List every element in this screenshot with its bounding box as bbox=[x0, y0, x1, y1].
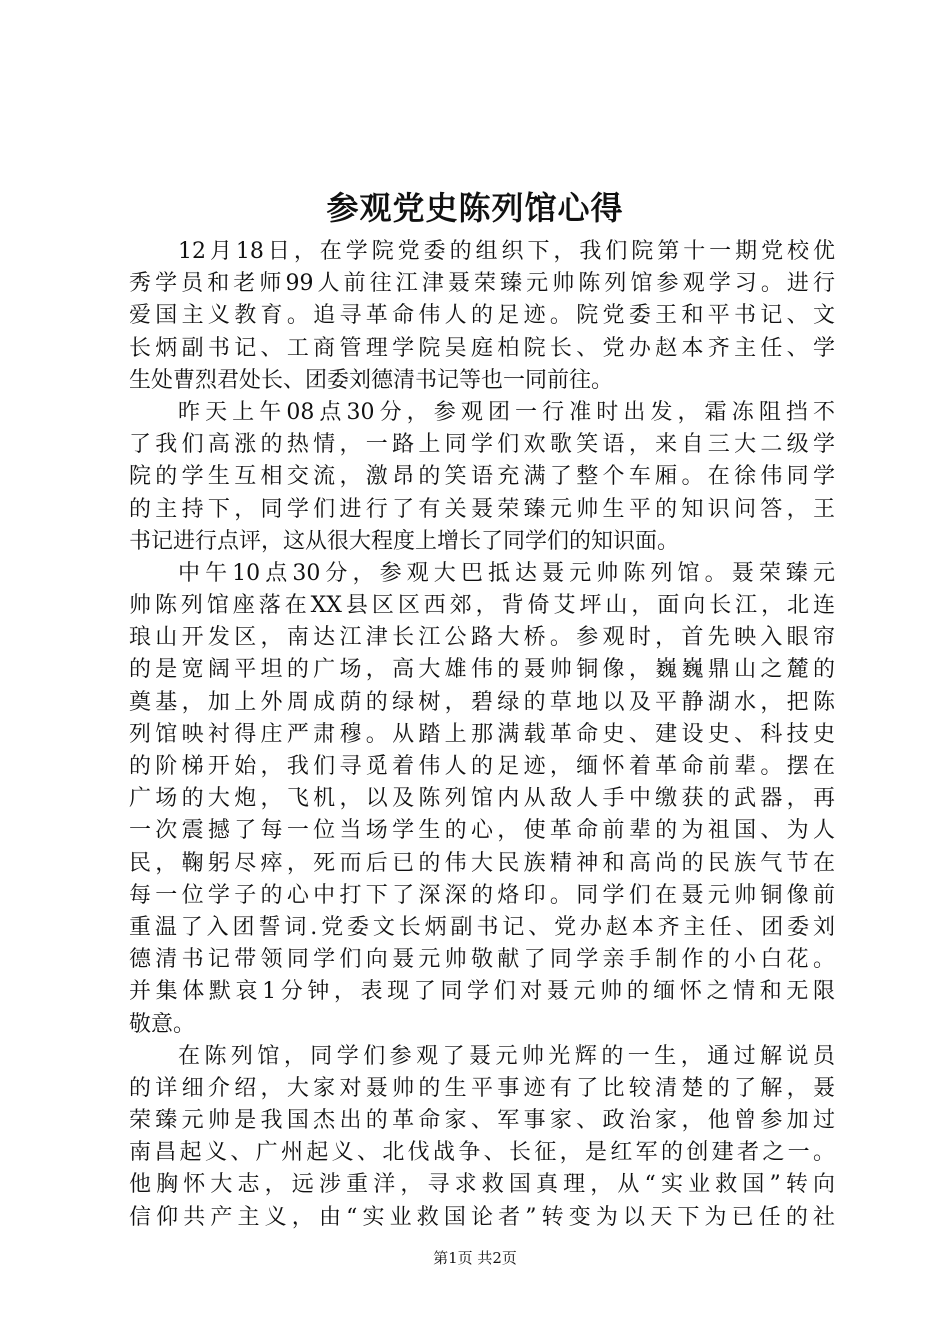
paragraph-line: 的阶梯开始，我们寻觅着伟人的足迹，缅怀着革命前辈。摆在 bbox=[129, 754, 835, 779]
paragraph-line: 爱国主义教育。追寻革命伟人的足迹。院党委王和平书记、文 bbox=[129, 303, 835, 329]
paragraph-line: 的主持下，同学们进行了有关聂荣臻元帅生平的知识问答，王 bbox=[129, 496, 835, 522]
body-paragraph bbox=[129, 236, 835, 397]
paragraph-line: 生处曹烈君处长、团委刘德清书记等也一同前往。 bbox=[129, 367, 614, 393]
paragraph-line: 帅陈列馆座落在XX县区区西郊，背倚艾坪山，面向长江，北连 bbox=[129, 593, 835, 619]
paragraph-line: 广场的大炮，飞机，以及陈列馆内从敌人手中缴获的武器，再 bbox=[129, 786, 835, 812]
paragraph-line: 奠基，加上外周成荫的绿树，碧绿的草地以及平静湖水，把陈 bbox=[129, 689, 835, 715]
document-title: 参观党史陈列馆心得 bbox=[326, 189, 624, 227]
paragraph-line: 荣臻元帅是我国杰出的革命家、军事家、政治家，他曾参加过 bbox=[129, 1108, 835, 1134]
page-footer: 第1页 共2页 bbox=[433, 1249, 517, 1267]
paragraph-line: 书记进行点评，这从很大程度上增长了同学们的知识面。 bbox=[129, 528, 680, 554]
paragraph-line: 每一位学子的心中打下了深深的烙印。同学们在聂元帅铜像前 bbox=[129, 882, 835, 908]
body-paragraph bbox=[129, 558, 835, 1041]
paragraph-line: 院的学生互相交流，激昂的笑语充满了整个车厢。在徐伟同学 bbox=[129, 464, 835, 490]
paragraph-line: 的详细介绍，大家对聂帅的生平事迹有了比较清楚的了解，聂 bbox=[129, 1075, 835, 1101]
paragraph-line: 的是宽阔平坦的广场，高大雄伟的聂帅铜像，巍巍鼎山之麓的 bbox=[129, 657, 835, 683]
paragraph-line: 一次震撼了每一位当场学生的心，使革命前辈的为祖国、为人 bbox=[129, 818, 835, 844]
paragraph-line: 秀学员和老师99人前往江津聂荣臻元帅陈列馆参观学习。进行 bbox=[129, 271, 835, 297]
paragraph-line: 并集体默哀1分钟，表现了同学们对聂元帅的缅怀之情和无限 bbox=[129, 979, 835, 1005]
paragraph-line: 信仰共产主义，由“实业救国论者”转变为以天下为已任的社 bbox=[129, 1204, 835, 1230]
paragraph-line: 中午10点30分，参观大巴抵达聂元帅陈列馆。聂荣臻元 bbox=[178, 560, 835, 586]
document-body bbox=[129, 236, 835, 1234]
paragraph-line: 南昌起义、广州起义、北伐战争、长征，是红军的创建者之一。 bbox=[129, 1140, 835, 1166]
paragraph-line: 在陈列馆，同学们参观了聂元帅光辉的一生，通过解说员 bbox=[178, 1043, 835, 1069]
paragraph-line: 琅山开发区，南达江津长江公路大桥。参观时，首先映入眼帘 bbox=[129, 625, 835, 651]
paragraph-line: 敬意。 bbox=[129, 1011, 196, 1037]
paragraph-line: 了我们高涨的热情，一路上同学们欢歌笑语，来自三大二级学 bbox=[129, 432, 835, 458]
body-paragraph bbox=[129, 397, 835, 558]
paragraph-line: 民，鞠躬尽瘁，死而后已的伟大民族精神和高尚的民族气节在 bbox=[129, 850, 835, 876]
paragraph-line: 德清书记带领同学们向聂元帅敬献了同学亲手制作的小白花。 bbox=[129, 947, 835, 973]
body-paragraph bbox=[129, 1041, 835, 1234]
paragraph-line: 列馆映衬得庄严肃穆。从踏上那满载革命史、建设史、科技史 bbox=[129, 721, 835, 747]
paragraph-line: 他胸怀大志，远涉重洋，寻求救国真理，从“实业救国”转向 bbox=[129, 1172, 835, 1198]
paragraph-line: 长炳副书记、工商管理学院吴庭柏院长、党办赵本齐主任、学 bbox=[129, 335, 835, 361]
paragraph-line: 重温了入团誓词.党委文长炳副书记、党办赵本齐主任、团委刘 bbox=[129, 914, 835, 940]
paragraph-line: 昨天上午08点30分，参观团一行准时出发，霜冻阻挡不 bbox=[178, 399, 835, 425]
paragraph-line: 12月18日，在学院党委的组织下，我们院第十一期党校优 bbox=[178, 239, 835, 264]
